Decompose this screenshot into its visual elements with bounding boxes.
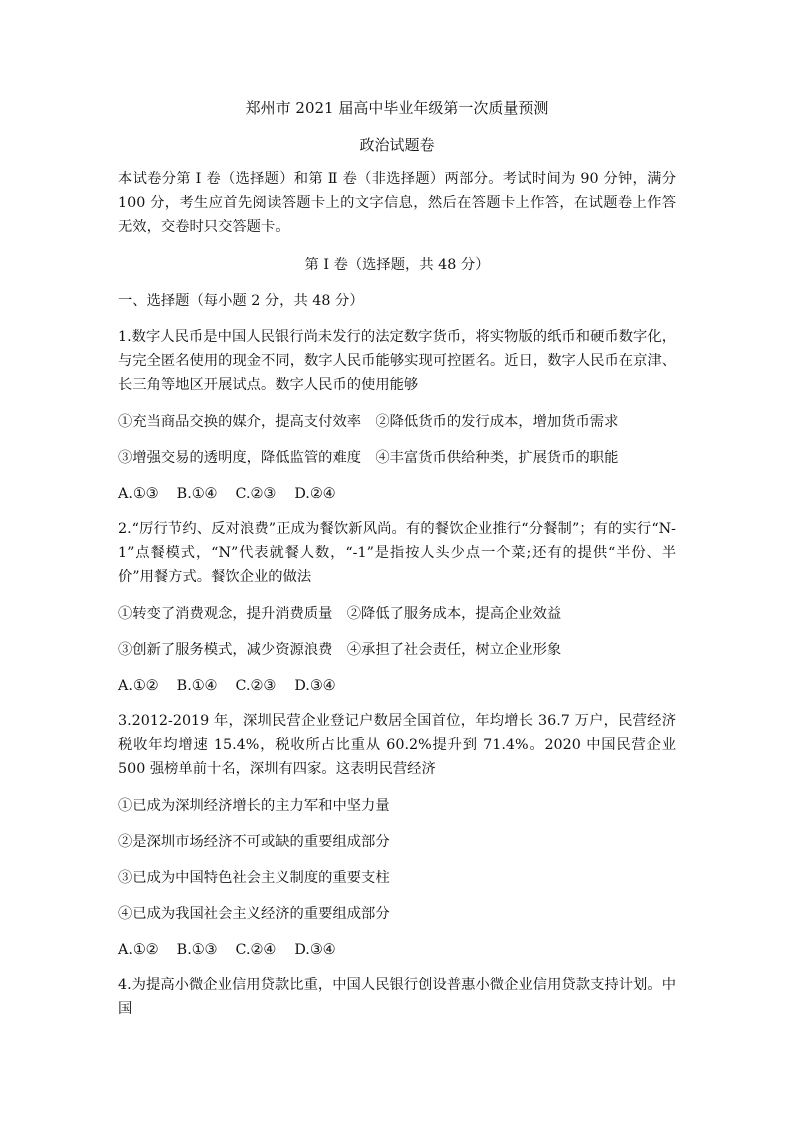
option-line: ①充当商品交换的媒介，提高支付效率 ②降低货币的发行成本，增加货币需求: [118, 414, 619, 430]
option-line: ①已成为深圳经济增长的主力军和中坚力量: [118, 798, 390, 814]
option-line: ②是深圳市场经济不可或缺的重要组成部分: [118, 834, 390, 850]
answer-choices: A.①② B.①④ C.②③ D.③④: [118, 678, 336, 694]
exam-page: [118, 96, 676, 1021]
exam-instructions: 本试卷分第 Ⅰ 卷（选择题）和第 Ⅱ 卷（非选择题）两部分。考试时间为 90 分钟，满分 100 分，考生应首先阅读答题卡上的文字信息，然后在答题卡上作答，在试题卷上作答无效，交卷时只交答题卡。: [118, 171, 676, 235]
answer-choices: A.①② B.①③ C.②④ D.③④: [118, 942, 336, 958]
question-1: [118, 325, 676, 505]
question-stem: 3.2012-2019 年，深圳民营企业登记户数居全国首位，年均增长 36.7 万户，民营经济税收年均增速 15.4%，税收所占比重从 60.2%提升到 71.4%。2020 中国民营企业 500 强榜单前十名，深圳有四家。这表明民营经济: [118, 713, 676, 777]
question-2: [118, 517, 676, 697]
section-title: 第 Ⅰ 卷（选择题，共 48 分）: [304, 257, 490, 273]
option-line: ③增强交易的透明度，降低监管的难度 ④丰富货币供给种类，扩展货币的职能: [118, 450, 619, 466]
option-line: ③已成为中国特色社会主义制度的重要支柱: [118, 870, 390, 886]
question-stem: 4.为提高小微企业信用贷款比重，中国人民银行创设普惠小微企业信用贷款支持计划。中国: [118, 977, 676, 1017]
answer-choices: A.①③ B.①④ C.②③ D.②④: [118, 486, 336, 502]
part-title: 一、选择题（每小题 2 分，共 48 分）: [118, 293, 364, 309]
question-stem: 1.数字人民币是中国人民银行尚未发行的法定数字货币，将实物版的纸币和硬币数字化，与完全匿名使用的现金不同，数字人民币能够实现可控匿名。近日，数字人民币在京津、长三角等地区开展试点。数字人民币的使用能够: [118, 329, 676, 393]
question-stem: 2.“厉行节约、反对浪费”正成为餐饮新风尚。有的餐饮企业推行“分餐制”；有的实行“N-1”点餐模式，“N”代表就餐人数，“-1”是指按人头少点一个菜;还有的提供“半份、半价”用餐方式。餐饮企业的做法: [118, 521, 676, 585]
exam-subtitle: 政治试题卷: [359, 136, 435, 154]
option-line: ④已成为我国社会主义经济的重要组成部分: [118, 906, 390, 922]
question-3: [118, 709, 676, 961]
option-line: ③创新了服务模式，减少资源浪费 ④承担了社会责任，树立企业形象: [118, 642, 562, 658]
exam-title: 郑州市 2021 届高中毕业年级第一次质量预测: [245, 99, 549, 117]
option-line: ①转变了消费观念，提升消费质量 ②降低了服务成本，提高企业效益: [118, 606, 562, 622]
question-4: [118, 973, 676, 1021]
